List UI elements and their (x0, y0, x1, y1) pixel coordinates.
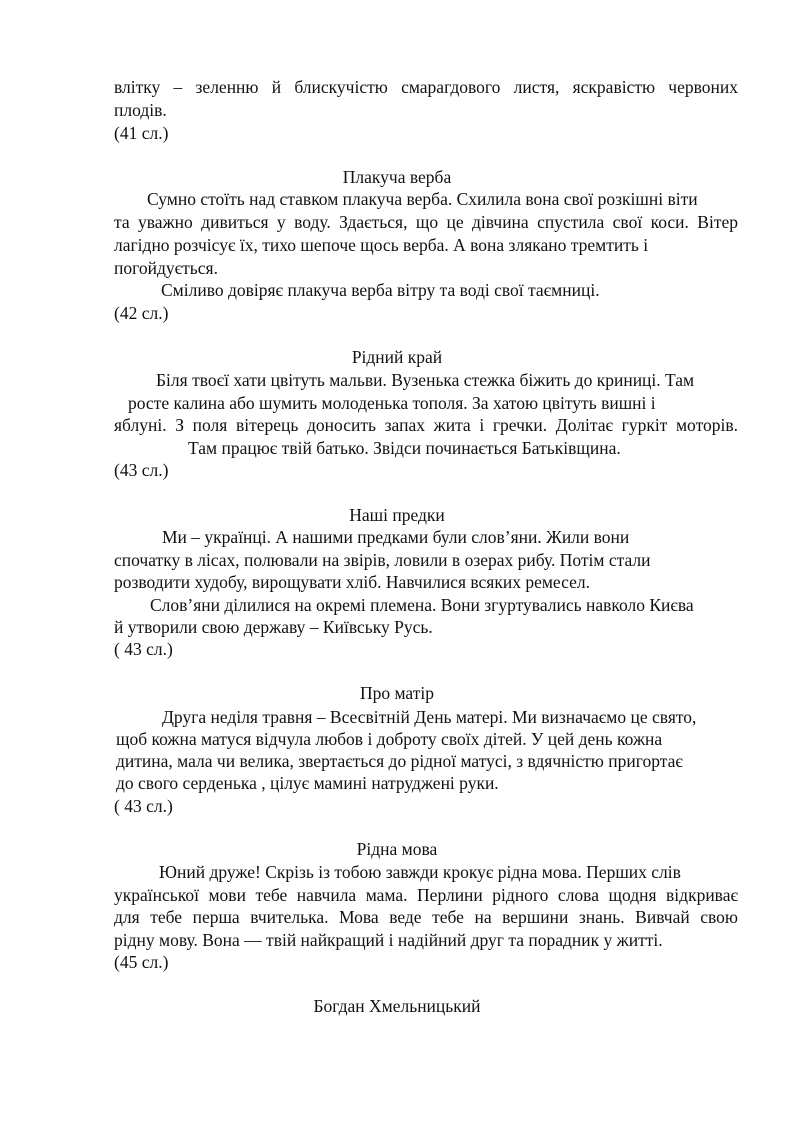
paragraph-line: щоб кожна матуся відчула любов і доброту своїх дітей. У цей день кожна (116, 729, 663, 749)
paragraph-line: до свого серденька , цілує мамині натруджені руки. (116, 773, 499, 793)
paragraph-line: лагідно розчісує їх, тихо шепоче щось верба. А вона злякано тремтить і (114, 235, 649, 255)
paragraph-line: рідну мову. Вона — твій найкращий і надійний друг та порадник у житті. (114, 930, 663, 950)
section-title: Про матір (359, 683, 435, 703)
intro-line: плодів. (114, 100, 167, 120)
paragraph-line: Сумно стоїть над ставком плакуча верба. Схилила вона свої розкішні віти (147, 189, 698, 209)
paragraph-line: дитина, мала чи велика, звертається до рідної матусі, з вдячністю пригортає (116, 751, 683, 771)
paragraph-line: Там працює твій батько. Звідси починається Батьківщина. (188, 438, 621, 458)
paragraph-line: погойдується. (114, 258, 218, 278)
section-title: Рідний край (351, 347, 443, 367)
paragraph-line: української мови тебе навчила мама. Перлини рідного слова щодня відкриває (114, 885, 738, 905)
paragraph-line: Слов’яни ділилися на окремі племена. Вони згуртувались навколо Києва (150, 595, 694, 615)
paragraph-line: яблуні. З поля вітерець доносить запах жита і гречки. Долітає гуркіт моторів. (114, 415, 738, 435)
word-count: (42 сл.) (114, 303, 169, 323)
section-title: Плакуча верба (342, 167, 452, 187)
section-title: Рідна мова (356, 839, 438, 859)
word-count: ( 43 сл.) (114, 639, 173, 659)
paragraph-line: Сміливо довіряє плакуча верба вітру та воді свої таємниці. (161, 280, 600, 300)
paragraph-line: для тебе перша вчителька. Мова веде тебе на вершини знань. Вивчай свою (114, 907, 738, 927)
paragraph-line: та уважно дивиться у воду. Здається, що це дівчина спустила свої коси. Вітер (114, 212, 738, 232)
next-section-title: Богдан Хмельницький (313, 996, 481, 1016)
paragraph-line: росте калина або шумить молоденька тополя. За хатою цвітуть вишні і (128, 393, 656, 413)
paragraph-line: й утворили свою державу – Київську Русь. (114, 617, 433, 637)
paragraph-line: Друга неділя травня – Всесвітній День матері. Ми визначаємо це свято, (162, 707, 697, 727)
paragraph-line: спочатку в лісах, полювали на звірів, ловили в озерах рибу. Потім стали (114, 550, 651, 570)
section-title: Наші предки (349, 505, 445, 525)
word-count: ( 43 сл.) (114, 796, 173, 816)
word-count: (43 сл.) (114, 460, 169, 480)
paragraph-line: розводити худобу, вирощувати хліб. Навчилися всяких ремесел. (114, 572, 590, 592)
intro-line: влітку – зеленню й блискучістю смарагдового листя, яскравістю червоних (114, 77, 738, 97)
paragraph-line: Юний друже! Скрізь із тобою завжди крокує рідна мова. Перших слів (159, 862, 681, 882)
paragraph-line: Біля твоєї хати цвітуть мальви. Вузенька стежка біжить до криниці. Там (156, 370, 695, 390)
word-count: (41 сл.) (114, 123, 169, 143)
paragraph-line: Ми – українці. А нашими предками були слов’яни. Жили вони (162, 527, 630, 547)
word-count: (45 сл.) (114, 952, 169, 972)
